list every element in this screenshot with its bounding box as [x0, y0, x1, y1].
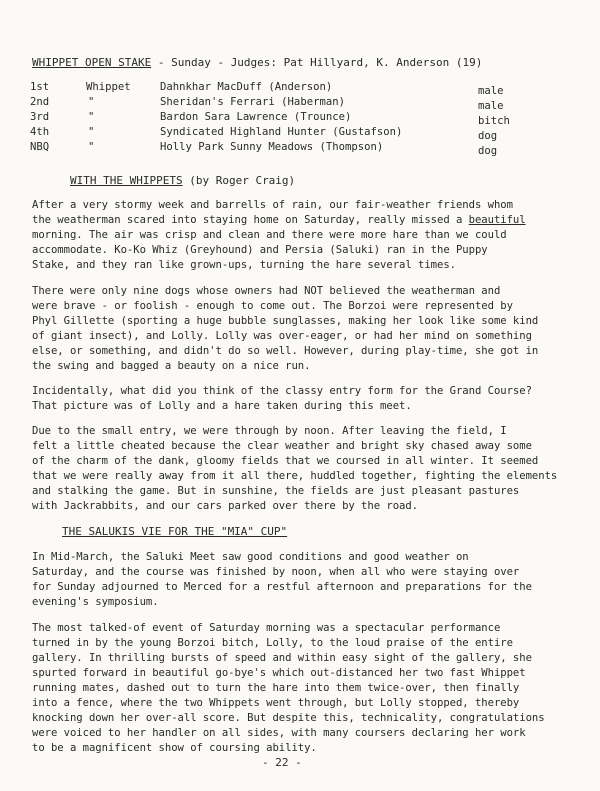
text-line: The most talked-of event of Saturday morning was a spectacular performance	[32, 622, 501, 634]
text-line: gallery. In thrilling bursts of speed and within easy sight of the gallery, she	[32, 652, 532, 664]
text-line: for Sunday adjourned to Merced for a restful afternoon and preparations for the	[32, 581, 532, 593]
text-line: with Jackrabbits, and our cars parked over there by the road.	[32, 500, 419, 512]
article1-byline: (by Roger Craig)	[182, 174, 296, 187]
text-line: the swing and bagged a beauty on a nice run.	[32, 360, 311, 372]
result-place: 4th	[30, 126, 50, 138]
result-dog: Sheridan's Ferrari (Haberman)	[160, 96, 345, 108]
result-dog: Dahnkhar MacDuff (Anderson)	[160, 81, 333, 93]
text-line: accommodate. Ko-Ko Whiz (Greyhound) and Persia (Saluki) ran in the Puppy	[32, 244, 488, 256]
result-place: 2nd	[30, 96, 50, 108]
underlined-word: beautiful	[468, 214, 526, 226]
text-line: Stake, and they ran like grown-ups, turning the hare several times.	[32, 259, 456, 271]
text-line: Due to the small entry, we were through by noon. After leaving the field, I	[32, 425, 507, 437]
result-breed: "	[88, 96, 95, 108]
text-line: of giant insect), and Lolly. Lolly was over-eager, or had her mind on something	[32, 330, 532, 342]
stake-judges: - Sunday - Judges: Pat Hillyard, K. Anderson (19)	[151, 56, 483, 69]
result-sex: male	[478, 100, 504, 112]
text-line: Incidentally, what did you think of the classy entry form for the Grand Course?	[32, 385, 532, 397]
text-line: to be a magnificent show of coursing ability.	[32, 742, 317, 754]
text-line: morning. The air was crisp and clean and there were more hare than we could	[32, 229, 507, 241]
result-place: NBQ	[30, 141, 50, 153]
text-line: turned in by the young Borzoi bitch, Lolly, to the loud praise of the entire	[32, 637, 513, 649]
result-sex: bitch	[478, 115, 510, 127]
text-line: In Mid-March, the Saluki Meet saw good conditions and good weather on	[32, 551, 469, 563]
text-line: felt a little cheated because the clear weather and bright sky chased away some	[32, 440, 532, 452]
result-place: 3rd	[30, 111, 50, 123]
result-breed: "	[88, 126, 95, 138]
page-number: - 22 -	[262, 756, 302, 769]
text-line	[32, 214, 526, 226]
text-line: and stalking the game. But in sunshine, the fields are just pleasant pastures	[32, 485, 520, 497]
text-line: After a very stormy week and barrells of rain, our fair-weather friends whom	[32, 199, 513, 211]
result-sex: dog	[478, 130, 498, 142]
result-dog: Bardon Sara Lawrence (Trounce)	[160, 111, 352, 123]
article1-heading	[70, 174, 295, 187]
text-line: Phyl Gillette (sporting a huge bubble sunglasses, making her look like some kind	[32, 315, 539, 327]
result-dog: Holly Park Sunny Meadows (Thompson)	[160, 141, 384, 153]
text-line: else, or something, and didn't do so well. However, during play-time, she got in	[32, 345, 539, 357]
result-breed: "	[88, 141, 95, 153]
text-line: were brave - or foolish - enough to come out. The Borzoi were represented by	[32, 300, 513, 312]
result-sex: male	[478, 85, 504, 97]
text-line: Saturday, and the course was finished by noon, when all who were staying over	[32, 566, 520, 578]
stake-header	[32, 56, 482, 69]
result-place: 1st	[30, 81, 50, 93]
text-line: were voiced to her handler on all sides, with many coursers declaring her work	[32, 727, 526, 739]
result-dog: Syndicated Highland Hunter (Gustafson)	[160, 126, 403, 138]
result-breed: "	[88, 111, 95, 123]
result-sex: dog	[478, 145, 498, 157]
text-line: running mates, dashed out to turn the hare into them twice-over, then finally	[32, 682, 520, 694]
text-line: that we were really away from it all there, huddled together, fighting the elements	[32, 470, 558, 482]
text-line: spurted forward in beautiful go-bye's which out-distanced her two fast Whippet	[32, 667, 526, 679]
text-line: That picture was of Lolly and a hare taken during this meet.	[32, 400, 412, 412]
stake-title: WHIPPET OPEN STAKE	[32, 56, 152, 69]
text-segment: the weatherman scared into staying home on Saturday, really missed a	[32, 214, 469, 226]
article2-heading	[62, 525, 287, 538]
text-line: There were only nine dogs whose owners had NOT believed the weatherman and	[32, 285, 501, 297]
text-line: into a fence, where the two Whippets went through, but Lolly stopped, thereby	[32, 697, 520, 709]
text-line: of the charm of the dank, gloomy fields that we coursed in all winter. It seemed	[32, 455, 539, 467]
text-line: evening's symposium.	[32, 596, 159, 608]
article2-title: THE SALUKIS VIE FOR THE "MIA" CUP"	[62, 525, 288, 538]
article1-title: WITH THE WHIPPETS	[70, 174, 183, 187]
text-line: knocking down her over-all score. But despite this, technicality, congratulations	[32, 712, 545, 724]
result-breed: Whippet	[86, 81, 131, 93]
